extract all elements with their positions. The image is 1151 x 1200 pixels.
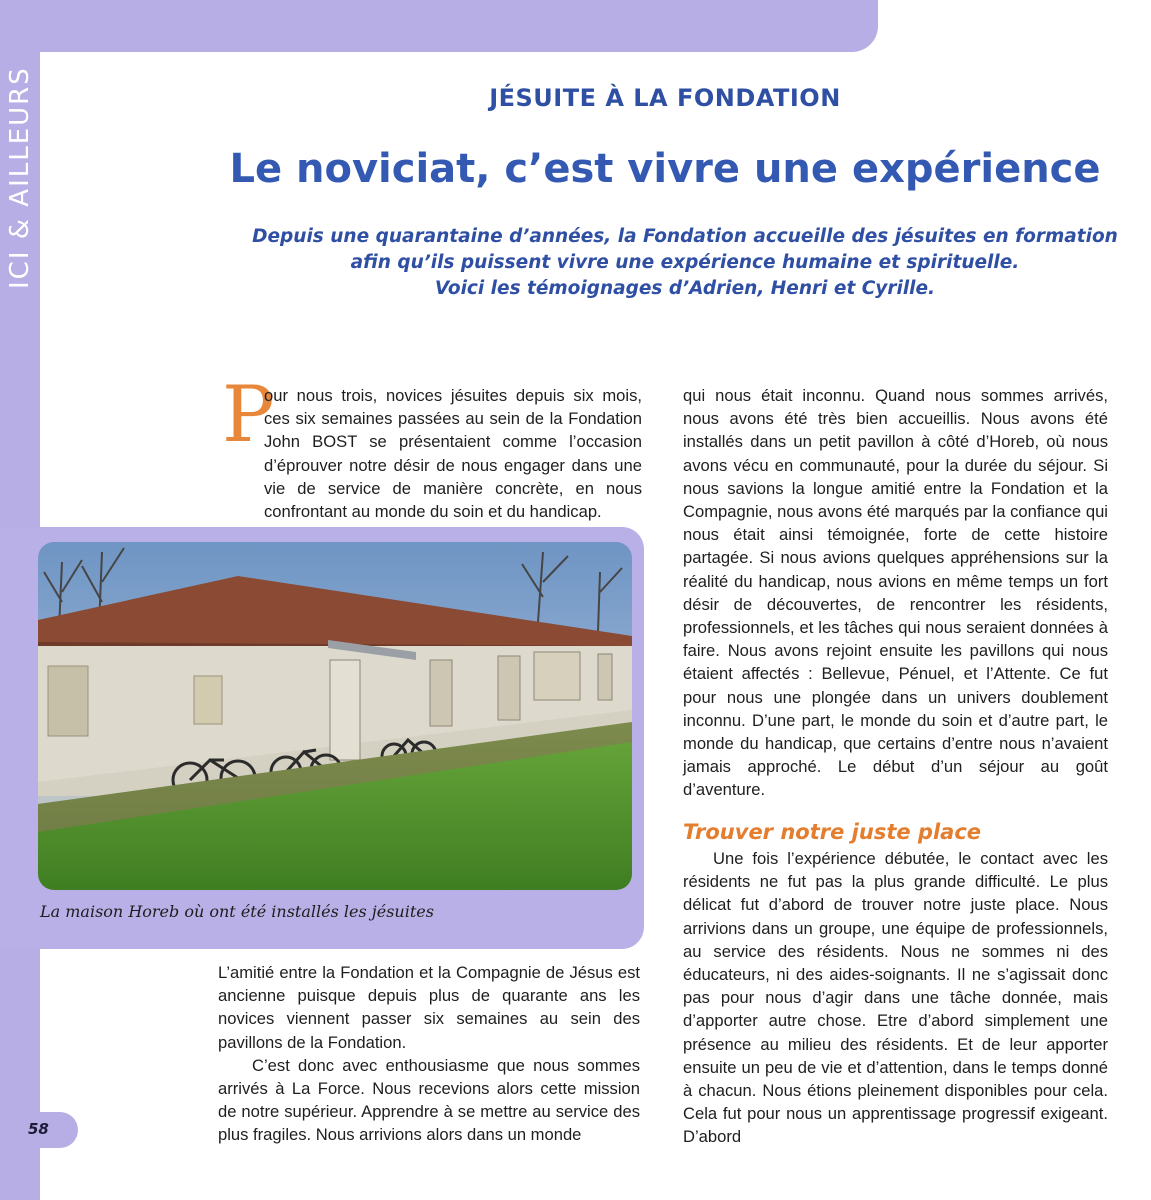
drop-cap: P bbox=[222, 370, 275, 460]
lead-line: afin qu’ils puissent vivre une expérience humaine et spirituelle. bbox=[350, 252, 1020, 273]
intro-paragraph bbox=[220, 384, 642, 523]
article-lead bbox=[250, 224, 1120, 302]
right-column-bottom bbox=[683, 847, 1108, 1149]
intro-text: our nous trois, novices jésuites depuis six mois, ces six semaines passées au sein de la Fondation John BOST se présentaient comme l’occasion d’éprouver notre désir de nous engager dans une vie de service de manière concrète, en nous confrontant au monde du soin et du handicap. bbox=[264, 386, 642, 522]
house-photo bbox=[38, 542, 632, 890]
paragraph: Une fois l’expérience débutée, le contact avec les résidents ne fut pas la plus grande difficulté. Le plus délicat fut d’abord de trouver notre juste place. Nous arrivions dans un groupe, une équipe de professionnels, au service des résidents. Nous ne sommes ni des éducateurs, ni des aides-soignants. Il ne s’agissait donc pas pour nous d’agir dans une tâche donnée, mais d’apporter autre chose. Etre d’abord simplement une présence au milieu des résidents. Et de leur apporter ensuite un peu de vie et d’attention, dans le temps donné à chacun. Nous étions pleinement disponibles pour cela. Cela fut pour nous un apprentissage progressif exigeant. D’abord bbox=[683, 849, 1108, 1147]
paragraph: qui nous était inconnu. Quand nous sommes arrivés, nous avons été très bien accueillis. Nous avons été installés dans un petit pavillon à côté d’Horeb, où nous avons vécu en communauté, pour la durée du séjour. Si nous savions la longue amitié entre la Fondation et la Compagnie, nous avons été marqués par la confiance qui nous était ainsi témoignée, forte de cette histoire partagée. Si nous avions quelques appréhensions sur la réalité du handicap, nous avions en même temps un fort désir de découvertes, de rencontrer les résidents, professionnels, et les tâches qui nous seraient données à faire. Nous avons rejoint ensuite les pavillons qui nous étaient affectés : Bellevue, Pénuel, et l’Attente. Ce fut pour nous une plongée dans un univers doublement inconnu. D’une part, le monde du soin et d’autre part, le monde du handicap, que certains d’entre nous n’avaient jamais approché. Le début d’un séjour au goût d’aventure. bbox=[683, 386, 1108, 800]
page-number: 58 bbox=[28, 1120, 49, 1138]
paragraph: C’est donc avec enthousiasme que nous sommes arrivés à La Force. Nous recevions alors cette mission de notre supérieur. Apprendre à se mettre au service des plus fragiles. Nous arrivions alors dans un monde bbox=[218, 1055, 640, 1145]
article-headline: Le noviciat, c’est vivre une expérience bbox=[229, 146, 1101, 192]
photo-caption: La maison Horeb où ont été installés les jésuites bbox=[40, 902, 434, 921]
lead-line: Voici les témoignages d’Adrien, Henri et Cyrille. bbox=[434, 278, 936, 299]
right-column-top bbox=[683, 384, 1108, 802]
section-subhead: Trouver notre juste place bbox=[683, 820, 982, 844]
top-band bbox=[0, 0, 878, 52]
section-label: ICI & AILLEURS bbox=[5, 66, 35, 290]
lead-line: Depuis une quarantaine d’années, la Fondation accueille des jésuites en formation bbox=[252, 226, 1118, 247]
article-kicker: JÉSUITE À LA FONDATION bbox=[489, 84, 841, 112]
page-number-tab bbox=[18, 1112, 78, 1148]
paragraph: L’amitié entre la Fondation et la Compagnie de Jésus est ancienne puisque depuis plus de quarante ans les novices viennent passer six semaines au sein des pavillons de la Fondation. bbox=[218, 963, 640, 1052]
left-column-bottom bbox=[218, 961, 640, 1147]
house-photo-illustration bbox=[38, 542, 632, 890]
